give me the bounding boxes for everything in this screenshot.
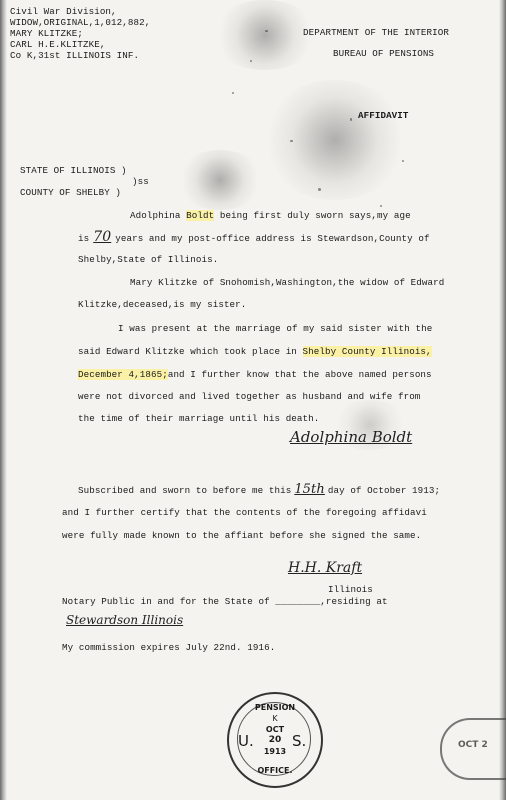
scan-speck <box>232 92 234 94</box>
file-line-3: MARY KLITZKE; <box>10 28 83 39</box>
department-heading: DEPARTMENT OF THE INTERIOR <box>303 27 449 38</box>
notary-line-1: Notary Public in and for the State of ________,residing at <box>62 596 388 607</box>
scan-speck <box>380 205 382 207</box>
notary-commission: My commission expires July 22nd. 1916. <box>62 642 276 653</box>
body-line-8: December 4,1865;and I further know that the above named persons <box>78 369 432 380</box>
body-line-5: Klitzke,deceased,is my sister. <box>78 299 247 310</box>
postmark-day: 20 <box>268 735 282 745</box>
venue-county: COUNTY OF SHELBY ) <box>20 187 122 198</box>
pension-office-postmark <box>227 692 323 788</box>
body-line-3: Shelby,State of Illinois. <box>78 254 219 265</box>
file-line-1: Civil War Division, <box>10 6 117 17</box>
file-line-2: WIDOW,ORIGINAL,1,012,882, <box>10 17 151 28</box>
affiant-signature: Adolphina Boldt <box>290 428 413 446</box>
body-line-10: the time of their marriage until his death. <box>78 413 320 424</box>
handwritten-age: 70 <box>93 229 112 245</box>
jurat-line-1: Subscribed and sworn to before me this 15th day of October 1913; <box>78 482 441 497</box>
postmark-bottom: OFFICE. <box>257 766 293 775</box>
body-line-4: Mary Klitzke of Snohomish,Washington,the widow of Edward <box>130 277 445 288</box>
body-line-1: Adolphina Boldt being first duly sworn says,my age <box>130 210 411 221</box>
body-line-7: said Edward Klitzke which took place in Shelby County Illinois, <box>78 346 432 357</box>
document-title: AFFIDAVIT <box>358 110 409 121</box>
scan-speck <box>265 30 268 32</box>
handwritten-day: 15th <box>294 482 325 497</box>
scan-speck <box>318 188 321 191</box>
postmark-letter: K <box>272 714 278 723</box>
partial-date-stamp <box>440 718 506 780</box>
postmark-left: U. <box>238 732 254 750</box>
postmark-month: OCT <box>265 725 285 734</box>
scan-speck <box>250 60 252 62</box>
notary-state: Illinois <box>328 584 373 595</box>
jurat-line-2: and I further certify that the contents of the foregoing affidavi <box>62 507 427 518</box>
file-line-4: CARL H.E.KLITZKE, <box>10 39 106 50</box>
file-line-5: Co K,31st ILLINOIS INF. <box>10 50 140 61</box>
scan-smudge <box>260 80 410 200</box>
scan-edge-left <box>0 0 7 800</box>
venue-state: STATE OF ILLINOIS ) <box>20 165 127 176</box>
scan-speck <box>350 118 352 121</box>
venue-ss: )ss <box>132 176 149 187</box>
body-line-6: I was present at the marriage of my said sister with the <box>118 323 433 334</box>
postmark-right: S. <box>292 732 307 750</box>
scan-speck <box>402 160 404 162</box>
bureau-heading: BUREAU OF PENSIONS <box>333 48 435 59</box>
scan-speck <box>290 140 293 142</box>
notary-residence: Stewardson Illinois <box>66 613 184 627</box>
body-line-2: is 70 years and my post-office address is Stewardson,County of <box>78 229 430 245</box>
notary-signature: H.H. Kraft <box>288 560 363 576</box>
postmark-year: 1913 <box>263 747 287 756</box>
postmark-top: PENSION <box>254 703 296 712</box>
scan-edge-right <box>499 0 506 800</box>
partial-stamp-text: OCT 2 <box>458 740 488 750</box>
scan-smudge <box>175 150 265 210</box>
body-line-9: were not divorced and lived together as husband and wife from <box>78 391 421 402</box>
jurat-line-3: were fully made known to the affiant before she signed the same. <box>62 530 422 541</box>
